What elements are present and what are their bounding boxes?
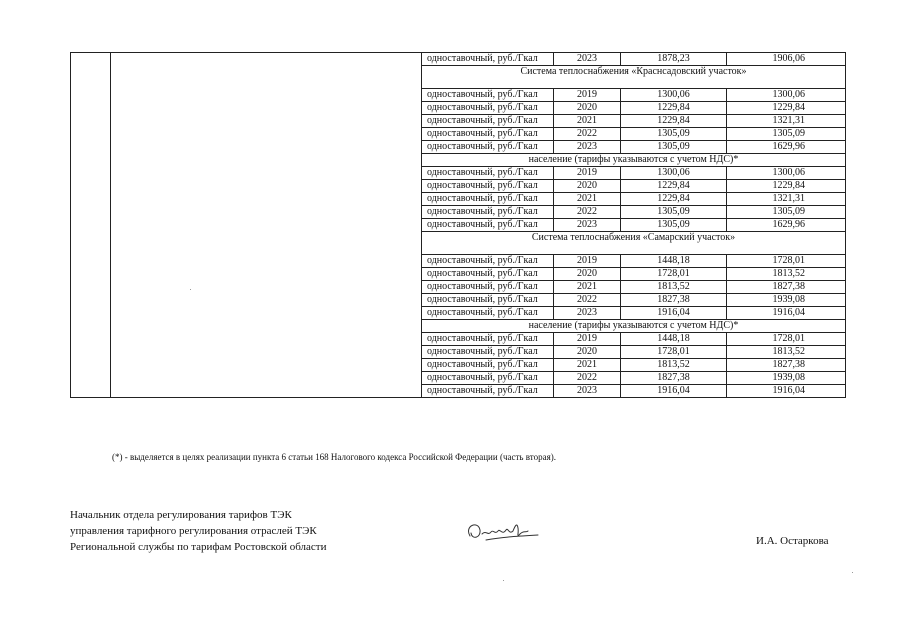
rate-type-cell: одноставочный, руб./Гкал	[422, 167, 554, 180]
first-half-tariff-cell: 1728,01	[621, 268, 727, 281]
second-half-tariff-cell: 1321,31	[727, 115, 846, 128]
rate-type-cell: одноставочный, руб./Гкал	[422, 268, 554, 281]
tariff-table	[70, 52, 846, 398]
second-half-tariff-cell: 1321,31	[727, 193, 846, 206]
scan-artifact	[503, 580, 504, 581]
year-cell: 2020	[554, 102, 621, 115]
rate-type-cell: одноставочный, руб./Гкал	[422, 206, 554, 219]
second-half-tariff-cell: 1728,01	[727, 333, 846, 346]
year-cell: 2022	[554, 294, 621, 307]
second-half-tariff-cell: 1629,96	[727, 219, 846, 232]
signer-position-line-2: управления тарифного регулирования отраслей ТЭК	[70, 525, 317, 537]
rate-type-cell: одноставочный, руб./Гкал	[422, 102, 554, 115]
tariff-table-body	[71, 53, 846, 398]
year-cell: 2021	[554, 359, 621, 372]
first-half-tariff-cell: 1229,84	[621, 115, 727, 128]
system-heading: Система теплоснабжения «Краснсадовский участок»	[422, 66, 846, 89]
second-half-tariff-cell: 1939,08	[727, 294, 846, 307]
year-cell: 2023	[554, 141, 621, 154]
year-cell: 2023	[554, 385, 621, 398]
first-half-tariff-cell: 1305,09	[621, 206, 727, 219]
consumer-group-heading: население (тарифы указываются с учетом НДС)*	[422, 320, 846, 333]
rate-type-cell: одноставочный, руб./Гкал	[422, 53, 554, 66]
rate-type-cell: одноставочный, руб./Гкал	[422, 115, 554, 128]
second-half-tariff-cell: 1939,08	[727, 372, 846, 385]
first-half-tariff-cell: 1448,18	[621, 255, 727, 268]
year-cell: 2020	[554, 346, 621, 359]
first-half-tariff-cell: 1229,84	[621, 102, 727, 115]
first-half-tariff-cell: 1305,09	[621, 128, 727, 141]
first-half-tariff-cell: 1916,04	[621, 385, 727, 398]
rate-type-cell: одноставочный, руб./Гкал	[422, 372, 554, 385]
signer-position-line-3: Региональной службы по тарифам Ростовской области	[70, 541, 327, 553]
system-heading: Система теплоснабжения «Самарский участок»	[422, 232, 846, 255]
second-half-tariff-cell: 1728,01	[727, 255, 846, 268]
year-cell: 2019	[554, 333, 621, 346]
row-number-cell	[71, 53, 111, 398]
signature-block	[70, 507, 327, 555]
first-half-tariff-cell: 1827,38	[621, 294, 727, 307]
first-half-tariff-cell: 1300,06	[621, 89, 727, 102]
signer-name: И.А. Остаркова	[756, 535, 829, 547]
second-half-tariff-cell: 1916,04	[727, 307, 846, 320]
rate-type-cell: одноставочный, руб./Гкал	[422, 193, 554, 206]
rate-type-cell: одноставочный, руб./Гкал	[422, 219, 554, 232]
year-cell: 2019	[554, 167, 621, 180]
rate-type-cell: одноставочный, руб./Гкал	[422, 89, 554, 102]
year-cell: 2019	[554, 255, 621, 268]
year-cell: 2020	[554, 268, 621, 281]
second-half-tariff-cell: 1629,96	[727, 141, 846, 154]
first-half-tariff-cell: 1813,52	[621, 281, 727, 294]
year-cell: 2023	[554, 53, 621, 66]
second-half-tariff-cell: 1827,38	[727, 359, 846, 372]
rate-type-cell: одноставочный, руб./Гкал	[422, 333, 554, 346]
second-half-tariff-cell: 1300,06	[727, 167, 846, 180]
second-half-tariff-cell: 1229,84	[727, 180, 846, 193]
second-half-tariff-cell: 1827,38	[727, 281, 846, 294]
first-half-tariff-cell: 1728,01	[621, 346, 727, 359]
year-cell: 2020	[554, 180, 621, 193]
year-cell: 2023	[554, 307, 621, 320]
first-half-tariff-cell: 1827,38	[621, 372, 727, 385]
second-half-tariff-cell: 1305,09	[727, 128, 846, 141]
second-half-tariff-cell: 1916,04	[727, 385, 846, 398]
first-half-tariff-cell: 1229,84	[621, 193, 727, 206]
rate-type-cell: одноставочный, руб./Гкал	[422, 359, 554, 372]
scan-artifact	[190, 289, 191, 290]
year-cell: 2021	[554, 281, 621, 294]
rate-type-cell: одноставочный, руб./Гкал	[422, 385, 554, 398]
table-row	[71, 53, 846, 66]
second-half-tariff-cell: 1906,06	[727, 53, 846, 66]
second-half-tariff-cell: 1300,06	[727, 89, 846, 102]
footnote: (*) - выделяется в целях реализации пункта 6 статьи 168 Налогового кодекса Российской Федерации (часть вторая).	[112, 452, 556, 462]
signer-position-line-1: Начальник отдела регулирования тарифов ТЭК	[70, 509, 292, 521]
second-half-tariff-cell: 1813,52	[727, 268, 846, 281]
first-half-tariff-cell: 1813,52	[621, 359, 727, 372]
description-cell	[111, 53, 422, 398]
first-half-tariff-cell: 1300,06	[621, 167, 727, 180]
year-cell: 2022	[554, 128, 621, 141]
year-cell: 2021	[554, 115, 621, 128]
rate-type-cell: одноставочный, руб./Гкал	[422, 128, 554, 141]
first-half-tariff-cell: 1305,09	[621, 219, 727, 232]
year-cell: 2022	[554, 372, 621, 385]
rate-type-cell: одноставочный, руб./Гкал	[422, 141, 554, 154]
year-cell: 2021	[554, 193, 621, 206]
rate-type-cell: одноставочный, руб./Гкал	[422, 281, 554, 294]
first-half-tariff-cell: 1305,09	[621, 141, 727, 154]
first-half-tariff-cell: 1878,23	[621, 53, 727, 66]
year-cell: 2022	[554, 206, 621, 219]
first-half-tariff-cell: 1916,04	[621, 307, 727, 320]
second-half-tariff-cell: 1305,09	[727, 206, 846, 219]
year-cell: 2023	[554, 219, 621, 232]
second-half-tariff-cell: 1813,52	[727, 346, 846, 359]
scan-artifact	[852, 572, 853, 573]
first-half-tariff-cell: 1229,84	[621, 180, 727, 193]
rate-type-cell: одноставочный, руб./Гкал	[422, 255, 554, 268]
second-half-tariff-cell: 1229,84	[727, 102, 846, 115]
year-cell: 2019	[554, 89, 621, 102]
rate-type-cell: одноставочный, руб./Гкал	[422, 307, 554, 320]
first-half-tariff-cell: 1448,18	[621, 333, 727, 346]
handwritten-signature	[462, 518, 544, 548]
rate-type-cell: одноставочный, руб./Гкал	[422, 294, 554, 307]
consumer-group-heading: население (тарифы указываются с учетом НДС)*	[422, 154, 846, 167]
rate-type-cell: одноставочный, руб./Гкал	[422, 346, 554, 359]
rate-type-cell: одноставочный, руб./Гкал	[422, 180, 554, 193]
